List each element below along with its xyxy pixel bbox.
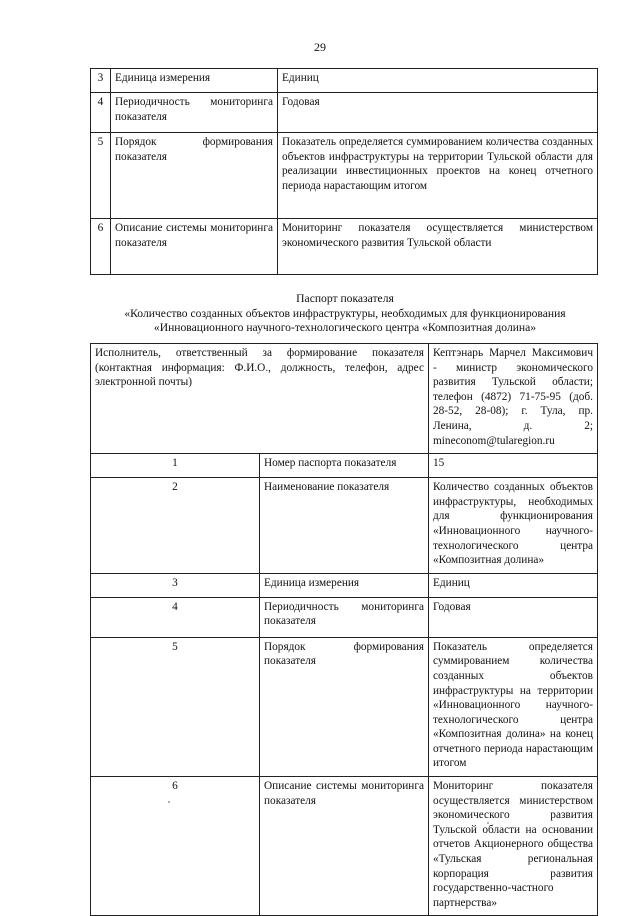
row-value: 15: [429, 454, 598, 478]
table-row: [91, 597, 598, 637]
row-label: Порядок формирования показателя: [260, 637, 429, 776]
row-number: 5: [91, 133, 111, 219]
row-label: Порядок формирования показателя: [111, 133, 278, 219]
row-number: 6: [91, 777, 260, 916]
table-row: [91, 637, 598, 776]
passport-subtitle-line-2: «Инновационного научного-технологического центра «Композитная долина»: [153, 321, 537, 334]
row-label: Периодичность мониторинга показателя: [111, 93, 278, 133]
scan-speck: [487, 822, 489, 824]
executor-label: Исполнитель, ответственный за формирование показателя (контактная информация: Ф.И.О., должность, телефон, адрес электронной почты): [91, 344, 429, 454]
row-number: 1: [91, 454, 260, 478]
row-label: Номер паспорта показателя: [260, 454, 429, 478]
table-row: [91, 777, 598, 916]
row-number: 5: [91, 637, 260, 776]
row-value: Количество созданных объектов инфраструктуры, необходимых для функционирования «Инновационного научного-технологического центра «Композитная долина»: [429, 478, 598, 574]
table-row: [91, 69, 598, 93]
table-row: [91, 478, 598, 574]
row-value: Единиц: [429, 573, 598, 597]
executor-row: [91, 344, 598, 454]
row-value: Годовая: [278, 93, 598, 133]
row-number: 3: [91, 69, 111, 93]
row-value: Годовая: [429, 597, 598, 637]
passport-table: [90, 343, 598, 916]
row-number: 3: [91, 573, 260, 597]
table-row: [91, 454, 598, 478]
row-number: 4: [91, 597, 260, 637]
scan-speck: [168, 801, 170, 803]
executor-value: Кептэнарь Марчел Максимович - министр экономического развития Тульской области; телефон (4872) 71-75-95 (доб. 28-52, 28-08); г. Тула, пр. Ленина, д. 2; mineconom@tularegion.ru: [429, 344, 598, 454]
row-label: Периодичность мониторинга показателя: [260, 597, 429, 637]
row-number: 6: [91, 219, 111, 275]
page-number: 29: [314, 40, 326, 54]
row-label: Единица измерения: [111, 69, 278, 93]
table-row: [91, 93, 598, 133]
row-label: Единица измерения: [260, 573, 429, 597]
row-value: Мониторинг показателя осуществляется министерством экономического развития Тульской области на основании отчетов Акционерного общества «Тульская региональная корпорация развития государственно-частного партнерства»: [429, 777, 598, 916]
passport-heading: [80, 292, 610, 336]
passport-subtitle-line-1: «Количество созданных объектов инфраструктуры, необходимых для функционирования: [124, 306, 566, 320]
row-value: Показатель определяется суммированием количества созданных объектов инфраструктуры на территории Тульской области для реализации инвестиционных проектов на конец отчетного периода нарастающим итогом: [278, 133, 598, 219]
passport-title: Паспорт показателя: [296, 292, 394, 305]
row-label: Наименование показателя: [260, 478, 429, 574]
table-row: [91, 573, 598, 597]
row-number: 2: [91, 478, 260, 574]
row-label: Описание системы мониторинга показателя: [111, 219, 278, 275]
row-value: Показатель определяется суммированием количества созданных объектов инфраструктуры на территории «Инновационного научного-технологического центра «Композитная долина» на конец отчетного периода нарастающим итогом: [429, 637, 598, 776]
indicator-table-continued: [90, 68, 598, 275]
row-label: Описание системы мониторинга показателя: [260, 777, 429, 916]
table-row: [91, 133, 598, 219]
row-value: Единиц: [278, 69, 598, 93]
row-value: Мониторинг показателя осуществляется министерством экономического развития Тульской области: [278, 219, 598, 275]
row-number: 4: [91, 93, 111, 133]
table-row: [91, 219, 598, 275]
